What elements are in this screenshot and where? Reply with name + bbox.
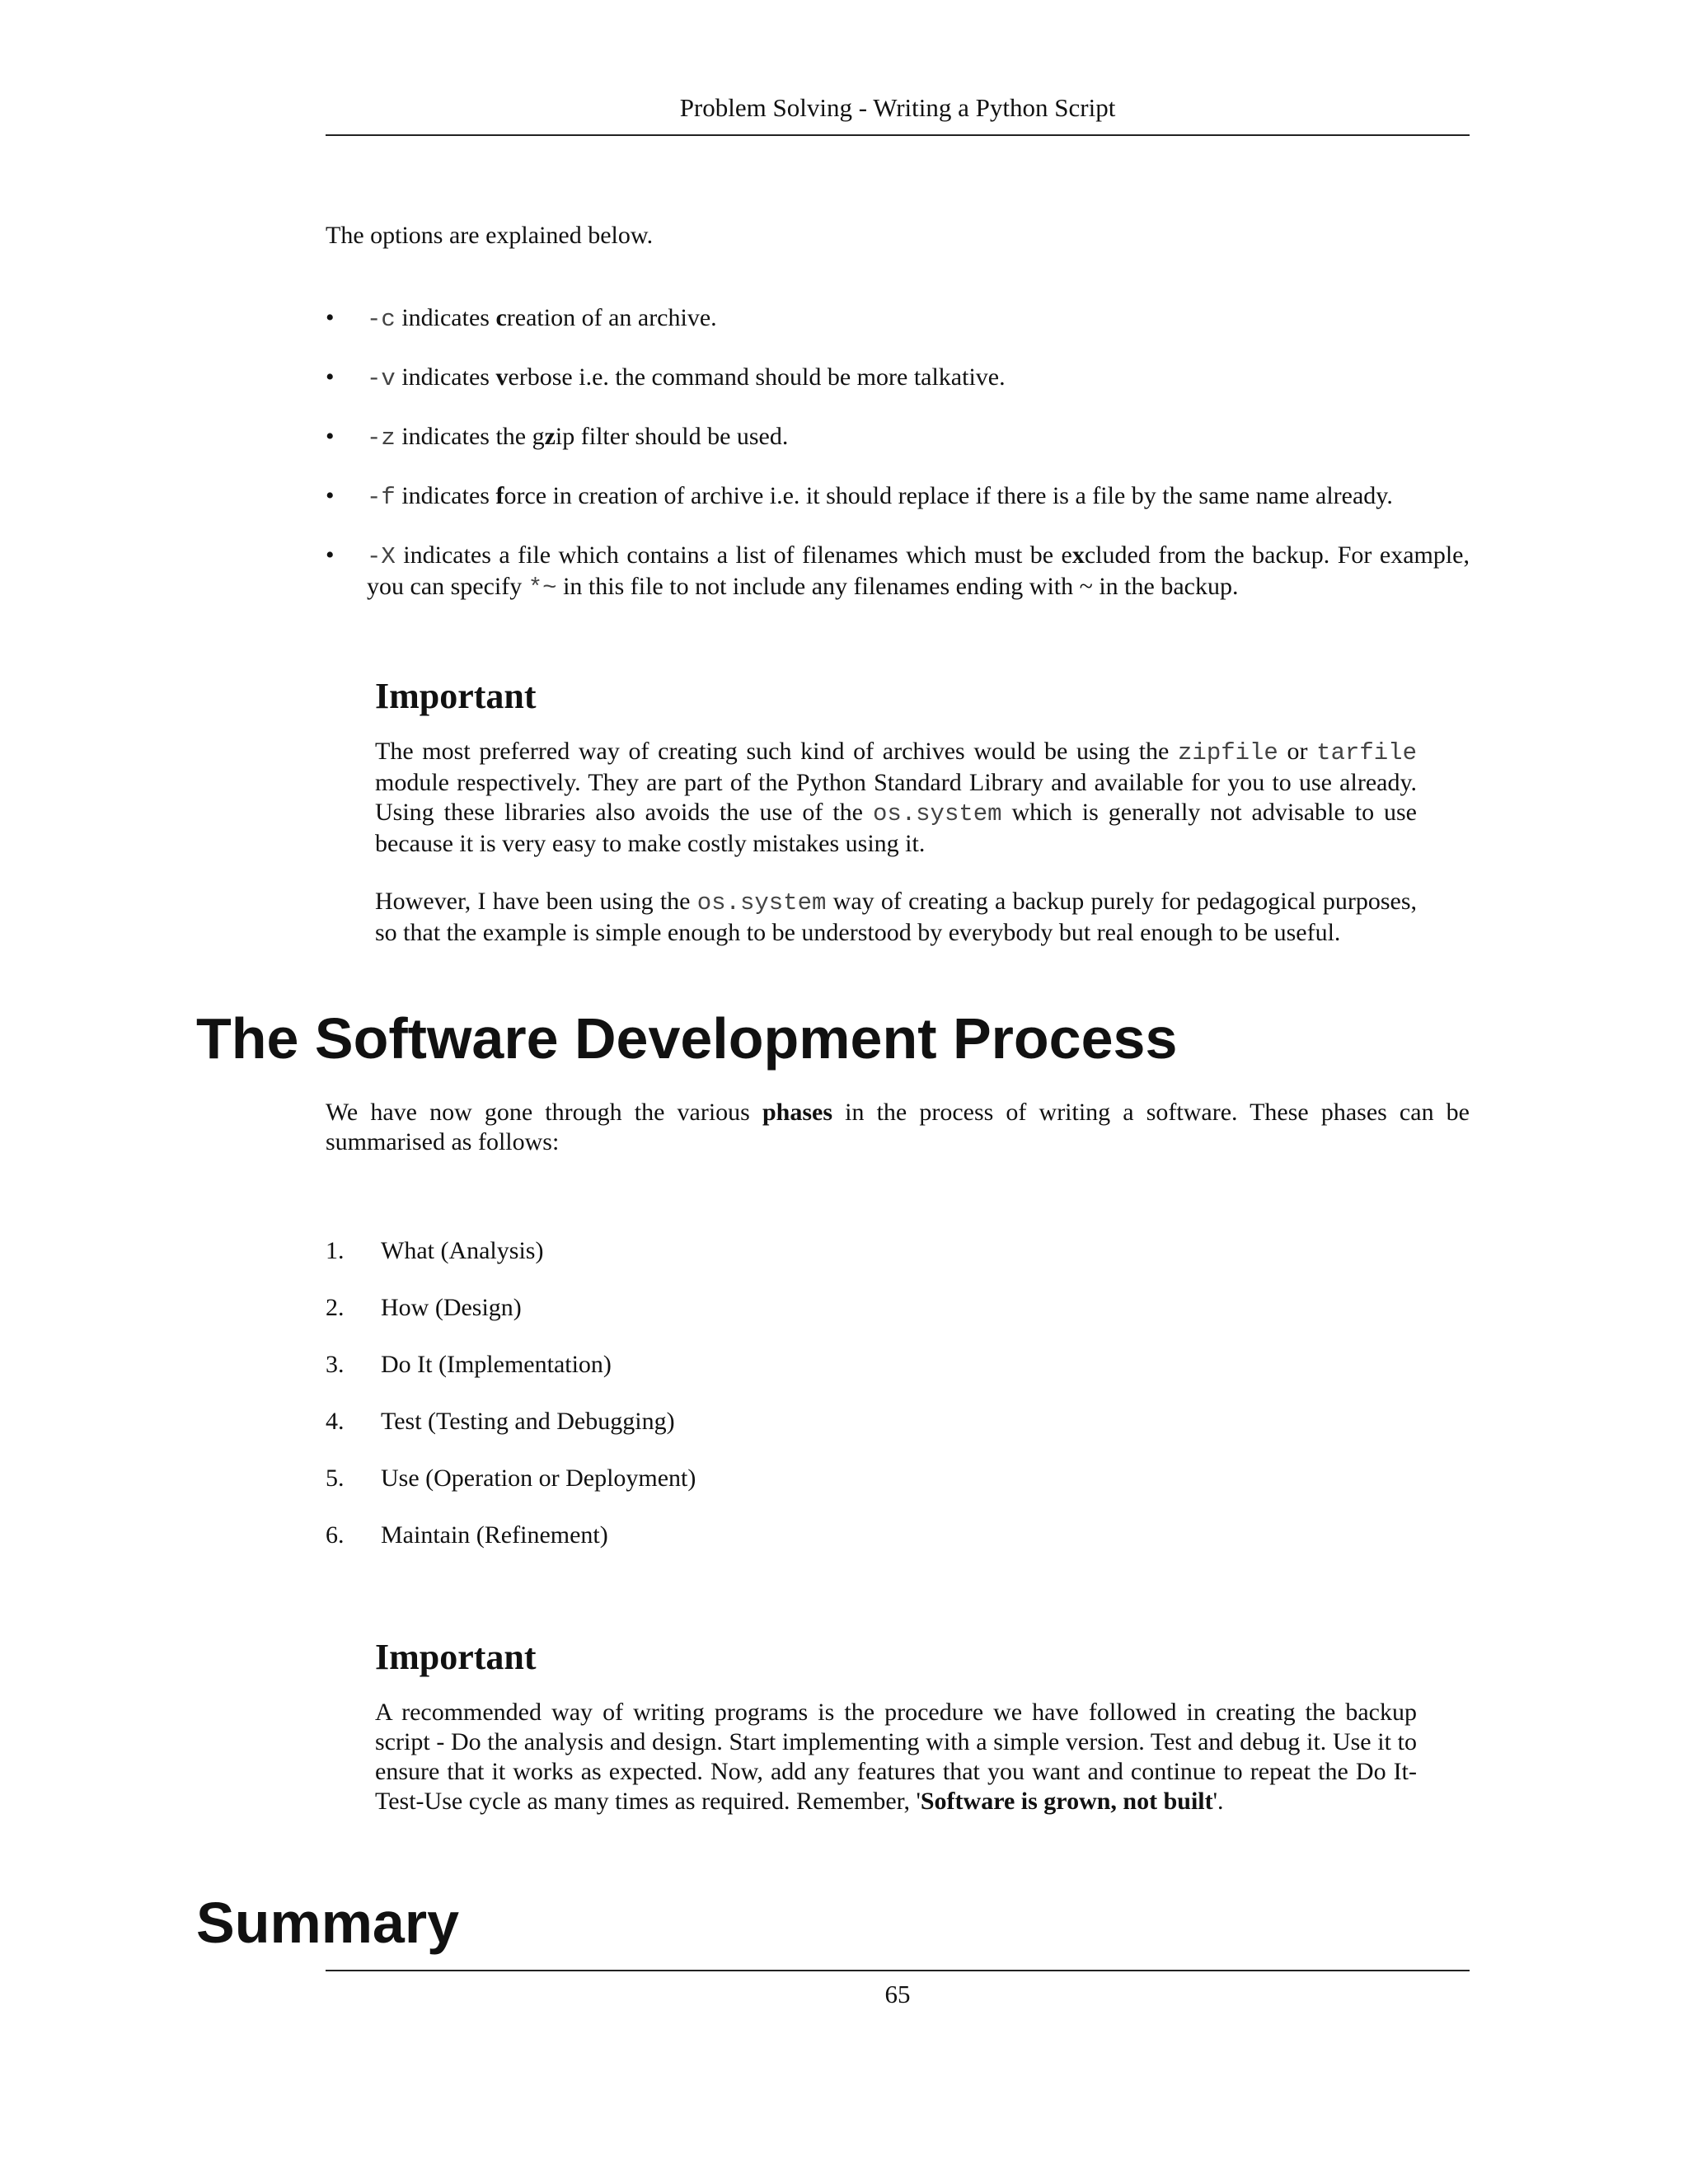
option-flag: -c xyxy=(367,306,396,333)
list-item: 2. How (Design) xyxy=(326,1294,522,1321)
footer-rule xyxy=(326,1970,1470,1971)
option-flag: -f xyxy=(367,484,396,511)
header-rule xyxy=(326,134,1470,136)
option-item-v: • -v indicates verbose i.e. the command should be more talkative. xyxy=(326,363,1006,392)
list-item: 1. What (Analysis) xyxy=(326,1237,544,1264)
inline-code: *~ xyxy=(528,574,557,602)
list-item: 5. Use (Operation or Deployment) xyxy=(326,1465,696,1492)
section-intro: We have now gone through the various phases in the process of writing a software. These phases can be summarised as follows: xyxy=(326,1099,1470,1155)
options-list xyxy=(326,303,1470,631)
bullet-icon: • xyxy=(326,541,335,569)
options-intro: The options are explained below. xyxy=(326,222,654,249)
section-heading: Summary xyxy=(196,1891,460,1955)
note-title: Important xyxy=(375,1637,537,1677)
list-item: 4. Test (Testing and Debugging) xyxy=(326,1408,675,1435)
note-paragraph: The most preferred way of creating such kind of archives would be using the zipfile or tarfile module respectively. They are part of the Python Standard Library and available for you to use already. Using these libraries also avoids the use of the os.system which is generally not advisable to use because it is very easy to make costly mistakes using it. xyxy=(375,738,1417,857)
option-flag: -v xyxy=(367,365,396,392)
running-header: Problem Solving - Writing a Python Script xyxy=(679,93,1116,122)
bullet-icon: • xyxy=(326,363,335,391)
option-item-x: • -X indicates a file which contains a list of filenames which must be excluded from the backup. For example, you can specify *~ in this file to not include any filenames ending with ~ in the backup. xyxy=(326,541,1470,602)
inline-code: zipfile xyxy=(1178,739,1278,766)
option-item-c: • -c indicates creation of an archive. xyxy=(326,304,717,333)
bullet-icon: • xyxy=(326,304,335,331)
list-item: 6. Maintain (Refinement) xyxy=(326,1521,608,1549)
inline-code: os.system xyxy=(872,800,1002,827)
note-title: Important xyxy=(375,676,537,716)
option-flag: -z xyxy=(367,424,396,452)
important-note xyxy=(375,674,1417,976)
list-item: 3. Do It (Implementation) xyxy=(326,1351,612,1378)
note-paragraph: However, I have been using the os.system way of creating a backup purely for pedagogical purposes, so that the example is simple enough to be understood by everybody but real enough to be useful. xyxy=(375,888,1417,946)
phases-list xyxy=(326,1236,696,1577)
note-paragraph: A recommended way of writing programs is the procedure we have followed in creating the backup script - Do the analysis and design. Start implementing with a simple version. Test and debug it. Use it to ensure that it works as expected. Now, add any features that you want and continue to repeat the Do It-Test-Use cycle as many times as required. Remember, 'Software is grown, not built'. xyxy=(375,1699,1417,1815)
inline-code: tarfile xyxy=(1316,739,1417,766)
option-item-f: • -f indicates force in creation of archive i.e. it should replace if there is a file by the same name already. xyxy=(326,482,1393,511)
bullet-icon: • xyxy=(326,423,335,450)
important-note xyxy=(375,1635,1417,1844)
option-item-z: • -z indicates the gzip filter should be used. xyxy=(326,423,789,452)
section-heading: The Software Development Process xyxy=(196,1006,1178,1071)
page-number: 65 xyxy=(884,1980,911,2008)
inline-code: os.system xyxy=(696,889,827,916)
bullet-icon: • xyxy=(326,482,335,509)
option-flag: -X xyxy=(367,543,396,570)
